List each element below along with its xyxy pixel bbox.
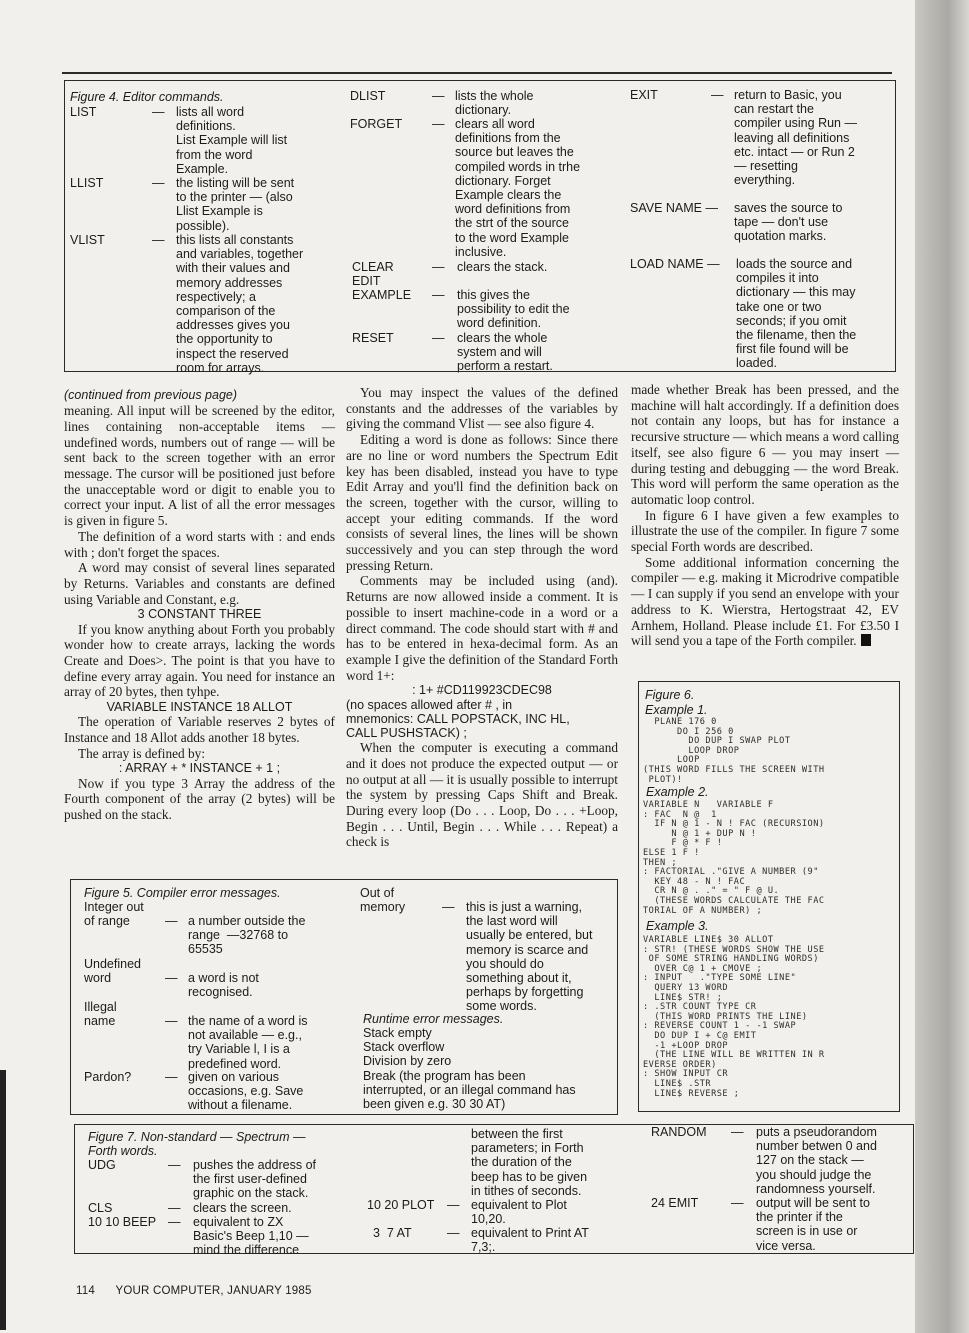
fig7-dash: —	[731, 1125, 744, 1139]
paragraph: In figure 6 I have given a few examples to illustrate the use of the compiler. In figure 7 some special Forth words are described.	[631, 507, 899, 555]
figure-4-caption: Figure 4. Editor commands.	[70, 90, 224, 104]
fig7-term: RANDOM	[651, 1125, 707, 1139]
example-2-code: VARIABLE N VARIABLE F : FAC N @ 1 IF N @ 1 - N ! FAC (RECURSION) N @ 1 + DUP N ! F @ * F ! ELSE 1 F ! THEN ; : FACTORIAL ."GIVE A NUMBER (9" KEY 48 - N ! FAC CR N @ . ." = " F @ U. (THESE WORDS CALCULATE THE FAC TORIAL OF A NUMBER) ;	[643, 800, 825, 916]
article-column-middle	[346, 385, 618, 850]
fig4-term-dlist: DLIST	[350, 89, 386, 103]
fig4-term-forget: FORGET	[350, 117, 403, 131]
fig5-dash: —	[165, 914, 178, 928]
page-edge	[915, 0, 969, 1333]
fig4-desc-load: loads the source and compiles it into dictionary — this may take one or two seconds; if you omit the filename, then the first file found will be loaded.	[736, 257, 857, 371]
paragraph: made whether Break has been pressed, and the machine will halt accordingly. If a definition does not contain any loops, but has for instance a recursive structure — which means a word calling itself, see also figure 6 — you may insert — during testing and debugging — the word Break. This word will perform the same operation as the automatic loop control.	[631, 382, 899, 507]
paragraph: The operation of Variable reserves 2 bytes of Instance and 18 Allot adds another 18 bytes.	[64, 714, 335, 745]
example-3-caption: Example 3.	[646, 919, 709, 933]
paragraph-text: Some additional information concerning the compiler — e.g. making it Microdrive compatible — I can supply if you send an envelope with your address to K. Wierstra, Hertogstraat 42, EV Arnhem, Holland. Please include £1. For £3.50 I will send you a tape of the Forth compiler.	[631, 554, 899, 649]
fig4-desc-clear: clears the stack.	[457, 260, 548, 274]
fig4-desc-edit: this gives the possibility to edit the word definition.	[457, 288, 570, 331]
fig7-desc: equivalent to ZX Basic's Beep 1,10 — mind the difference	[193, 1215, 309, 1258]
fig4-desc-list: lists all word definitions. List Example will list from the word Example.	[176, 105, 288, 176]
figure-7-caption: Figure 7. Non-standard — Spectrum — Forth words.	[88, 1130, 306, 1159]
fig7-continuation: between the first parameters; in Forth the duration of the beep has to be given in tithes of seconds.	[471, 1127, 588, 1198]
fig7-dash: —	[168, 1158, 181, 1172]
paragraph: If you know anything about Forth you probably wonder how to create arrays, lacking the words Create and Does>. The point is that you have to define every array again. You need for instance an array of 20 bytes, then tyhpe.	[64, 621, 335, 700]
figure-6-caption: Figure 6.	[645, 688, 695, 702]
fig7-term: UDG	[88, 1158, 116, 1172]
fig4-term-llist: LLIST	[70, 176, 104, 190]
fig7-term: 3 7 AT	[373, 1226, 412, 1240]
fig4-desc-llist: the listing will be sent to the printer — (also Llist Example is possible).	[176, 176, 295, 233]
code-line: : ARRAY + * INSTANCE + 1 ;	[118, 761, 281, 776]
fig4-desc-exit: return to Basic, you can restart the compiler using Run — leaving all definitions etc. intact — or Run 2 — resetting everything.	[734, 88, 857, 188]
fig4-term-exit: EXIT	[630, 88, 658, 102]
paragraph: Editing a word is done as follows: Since there are no line or word numbers the Spectrum Edit key has been disabled, instead you have to type Edit Array and you'll find the definition back on the screen, together with the cursor, willing to accept your editing commands. If the word consists of several lines, the lines will be shown successively and you can step through the word pressing Return.	[346, 432, 618, 573]
fig4-dash: —	[432, 260, 445, 274]
paragraph: You may inspect the values of the defined constants and the addresses of the variables by giving the command Vlist — see also figure 4.	[346, 385, 618, 432]
fig7-term: 10 10 BEEP	[88, 1215, 157, 1229]
code-line: : 1+ #CD119923CDEC98	[412, 683, 552, 698]
fig4-dash: —	[152, 176, 165, 190]
paragraph: The array is defined by:	[78, 745, 206, 761]
fig7-term: 10 20 PLOT	[367, 1198, 435, 1212]
fig5-term: Illegal name	[84, 1000, 117, 1029]
runtime-list: Stack empty Stack overflow Division by zero Break (the program has been interrupted, or an illegal command has been given e.g. 30 30 AT)	[363, 1026, 576, 1112]
fig4-term-vlist: VLIST	[70, 233, 105, 247]
fig5-desc: given on various occasions, e.g. Save without a filename.	[188, 1070, 304, 1113]
paragraph	[631, 555, 899, 649]
fig7-desc: puts a pseudorandom number betwen 0 and 127 on the stack — you should judge the randomness yourself.	[756, 1125, 877, 1196]
fig4-term-list: LIST	[70, 105, 97, 119]
fig5-desc: the name of a word is not available — e.g., try Variable l, I is a predefined word.	[188, 1014, 308, 1071]
code-line: VARIABLE INSTANCE 18 ALLOT	[106, 700, 293, 715]
fig4-term-load: LOAD NAME —	[630, 257, 720, 271]
fig7-dash: —	[168, 1215, 181, 1229]
fig4-dash: —	[152, 233, 165, 247]
article-column-right	[631, 382, 899, 649]
paragraph: Comments may be included using (and). Returns are now allowed inside a comment. It is possible to insert machine-code in a word or a direct command. The code should start with # and has to be entered in hexa-decimal form. As an example I give the definition of the Standard Forth word 1+:	[346, 573, 618, 683]
magazine-title: YOUR COMPUTER, JANUARY 1985	[115, 1285, 312, 1297]
fig4-desc-forget: clears all word definitions from the source but leaves the compiled words in trhe dictionary. Forget Example clears the word definitions from the strt of the source to the word Example inclusive.	[455, 117, 581, 259]
code-line: 3 CONSTANT THREE	[137, 607, 262, 622]
fig5-term: Integer out of range	[84, 900, 144, 929]
fig7-dash: —	[168, 1201, 181, 1215]
fig4-desc-reset: clears the whole system and will perform a restart.	[457, 331, 553, 374]
fig5-term: Pardon?	[84, 1070, 132, 1084]
article-column-left	[64, 388, 335, 823]
fig4-term-edit: EDIT EXAMPLE	[352, 274, 412, 303]
fig7-term: CLS	[88, 1201, 113, 1215]
fig7-dash: —	[731, 1196, 744, 1210]
fig4-term-reset: RESET	[352, 331, 394, 345]
fig7-desc: equivalent to Print AT 7,3;.	[471, 1226, 589, 1255]
fig5-desc: a word is not recognised.	[188, 971, 259, 1000]
code-note: (no spaces allowed after # , in mnemonics: CALL POPSTACK, INC HL, CALL PUSHSTACK) ;	[346, 697, 570, 740]
fig4-dash: —	[152, 105, 165, 119]
page-number: 114	[76, 1285, 95, 1297]
fig4-dash: —	[432, 288, 445, 302]
fig7-dash: —	[447, 1226, 460, 1240]
fig5-term: Undefined word	[84, 957, 141, 986]
figure-5-caption: Figure 5. Compiler error messages.	[84, 886, 281, 900]
paragraph: The definition of a word starts with : and ends with ; don't forget the spaces.	[64, 528, 335, 560]
fig4-dash: —	[711, 88, 724, 102]
fig4-dash: —	[432, 117, 445, 131]
fig5-desc: a number outside the range —32768 to 65535	[188, 914, 306, 957]
end-mark-icon	[861, 634, 871, 646]
paragraph: A word may consist of several lines separated by Returns. Variables and constants are defined using Variable and Constant, e.g.	[64, 560, 335, 607]
paragraph: When the computer is executing a command and it does not produce the expected output — or no output at all — it is usually possible to interrupt the system by pressing Caps Shift and Break. During every loop (Do . . . Loop, Do . . . +Loop, Begin . . . Until, Begin . . . While . . . Repeat) a check is	[346, 740, 618, 850]
top-rule	[62, 72, 892, 74]
fig5-dash: —	[165, 1070, 178, 1084]
fig4-term-save: SAVE NAME —	[630, 201, 718, 215]
fig5-dash: —	[442, 900, 455, 914]
fig4-term-clear: CLEAR	[352, 260, 394, 274]
example-1-code: PLANE 176 0 DO I 256 0 DO DUP I SWAP PLOT LOOP DROP LOOP (THIS WORD FILLS THE SCREEN WITH PLOT)!	[643, 717, 825, 785]
fig5-desc-memory: this is just a warning, the last word will usually be entered, but memory is scarce and you should do something about it, perhaps by forgetting some words.	[466, 900, 593, 1014]
paragraph: Now if you type 3 Array the address of the Fourth component of the array (2 bytes) will be pushed on the stack.	[64, 775, 335, 822]
page-footer	[76, 1285, 312, 1297]
fig7-term: 24 EMIT	[651, 1196, 699, 1210]
fig5-dash: —	[165, 1014, 178, 1028]
fig4-desc-save: saves the source to tape — don't use quotation marks.	[734, 201, 843, 244]
binding-strip	[0, 1070, 6, 1330]
continued-note: (continued from previous page)	[64, 388, 238, 402]
example-2-caption: Example 2.	[646, 785, 709, 799]
runtime-caption: Runtime error messages.	[363, 1012, 504, 1026]
fig7-dash: —	[447, 1198, 460, 1212]
fig4-desc-dlist: lists the whole dictionary.	[455, 89, 534, 118]
fig7-desc: pushes the address of the first user-defined graphic on the stack.	[193, 1158, 316, 1201]
example-3-code: VARIABLE LINE$ 30 ALLOT : STR! (THESE WORDS SHOW THE USE OF SOME STRING HANDLING WORDS) OVER C@ 1 + CMOVE ; : INPUT ."TYPE SOME LINE" QUERY 13 WORD LINE$ STR! ; : .STR COUNT TYPE CR (THIS WORD PRINTS THE LINE) : REVERSE COUNT 1 - -1 SWAP DO DUP I + C@ EMIT -1 +LOOP DROP (THE LINE WILL BE WRITTEN IN R EVERSE ORDER) : SHOW INPUT CR LINE$ .STR LINE$ REVERSE ;	[643, 935, 825, 1099]
fig5-term-memory: Out of memory	[360, 886, 406, 915]
fig4-dash: —	[432, 89, 445, 103]
fig4-dash: —	[432, 331, 445, 345]
fig7-desc: equivalent to Plot 10,20.	[471, 1198, 567, 1227]
fig4-desc-vlist: this lists all constants and variables, together with their values and memory addresses respectively; a comparison of the addresses gives you the opportunity to inspect the reserved room for arrays.	[176, 233, 304, 375]
fig5-dash: —	[165, 971, 178, 985]
paragraph: meaning. All input will be screened by the editor, lines containing non-acceptable items — undefined words, numbers out of range — will be sent back to the screen together with an error message. The cursor will be positioned just before the unacceptable word or digit to enable you to correct your input. A list of all the error messages is given in figure 5.	[64, 403, 335, 529]
fig7-desc: output will be sent to the printer if the screen is in use or vice versa.	[756, 1196, 870, 1253]
example-1-caption: Example 1.	[645, 703, 708, 717]
fig7-desc: clears the screen.	[193, 1201, 292, 1215]
